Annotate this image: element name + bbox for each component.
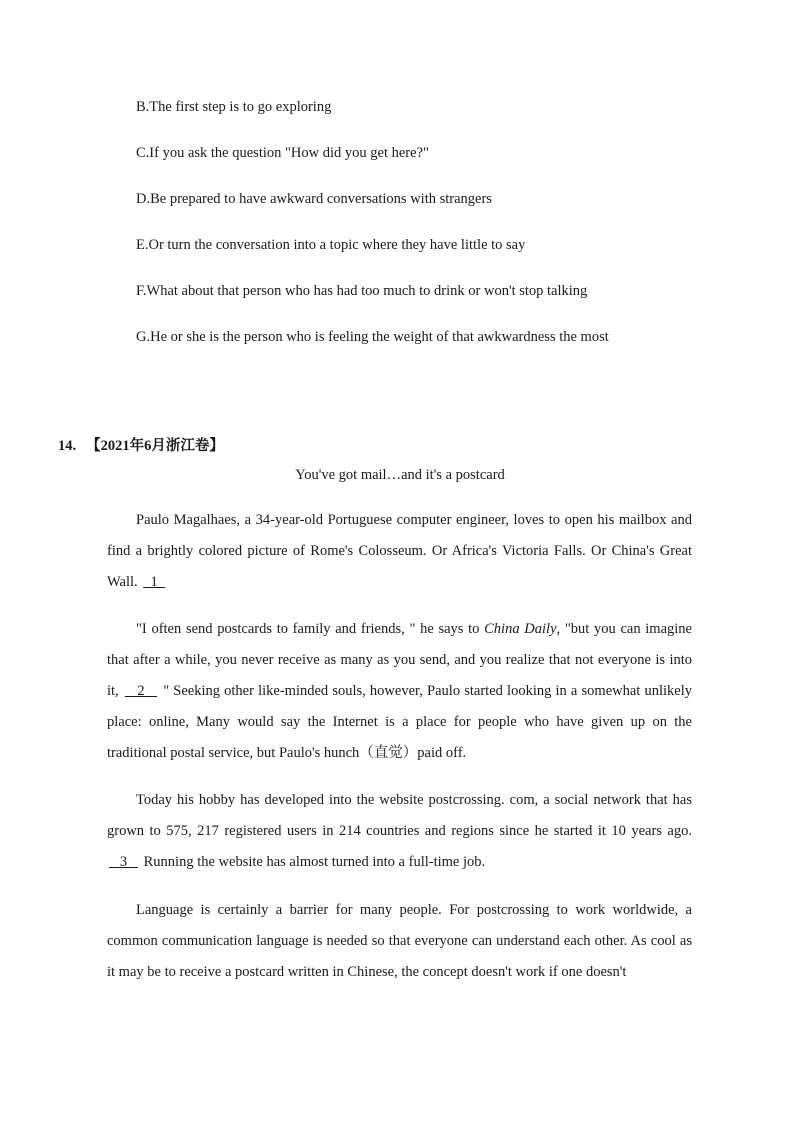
paragraph-2: "I often send postcards to family and friends, " he says to China Daily, "but you can imagine that after a while, you never receive as many as you send, and you realize that not everyone is into it, 2 " Seeking other like-minded souls, however, Paulo started looking in a somewhat unlikely place: online, Many would say the Internet is a place for people who have given up on the traditional postal service, but Paulo's hunch（直觉）paid off.	[107, 621, 692, 761]
paragraph-1: Paulo Magalhaes, a 34-year-old Portuguese computer engineer, loves to open his mailbox and find a brightly colored picture of Rome's Colosseum. Or Africa's Victoria Falls. Or China's Great Wall. 1	[107, 512, 692, 590]
option-f: F.What about that person who has had too much to drink or won't stop talking	[136, 283, 588, 299]
paragraph-4: Language is certainly a barrier for many people. For postcrossing to work worldwide, a common communication language is needed so that everyone can understand each other. As cool as it may be to receive a postcard written in Chinese, the concept doesn't work if one doesn't	[107, 902, 692, 980]
question-number: 14.	[58, 438, 77, 454]
option-g: G.He or she is the person who is feeling the weight of that awkwardness the most	[136, 329, 609, 345]
option-c: C.If you ask the question "How did you get here?"	[136, 145, 429, 161]
option-d: D.Be prepared to have awkward conversations with strangers	[136, 191, 492, 207]
newspaper-name: China Daily	[484, 621, 557, 637]
passage-title: You've got mail…and it's a postcard	[295, 467, 505, 483]
paragraph-3: Today his hobby has developed into the website postcrossing. com, a social network that has grown to 575, 217 registered users in 214 countries and regions since he started it 10 years ago. 3 Running the website has almost turned into a full-time job.	[107, 792, 692, 870]
question-header	[58, 436, 224, 456]
blank-1[interactable]: 1	[143, 574, 166, 590]
blank-2[interactable]: 2	[124, 683, 158, 699]
option-b: B.The first step is to go exploring	[136, 99, 332, 115]
option-e: E.Or turn the conversation into a topic where they have little to say	[136, 237, 526, 253]
question-source: 【2021年6月浙江卷】	[86, 438, 224, 454]
blank-3[interactable]: 3	[109, 854, 138, 870]
